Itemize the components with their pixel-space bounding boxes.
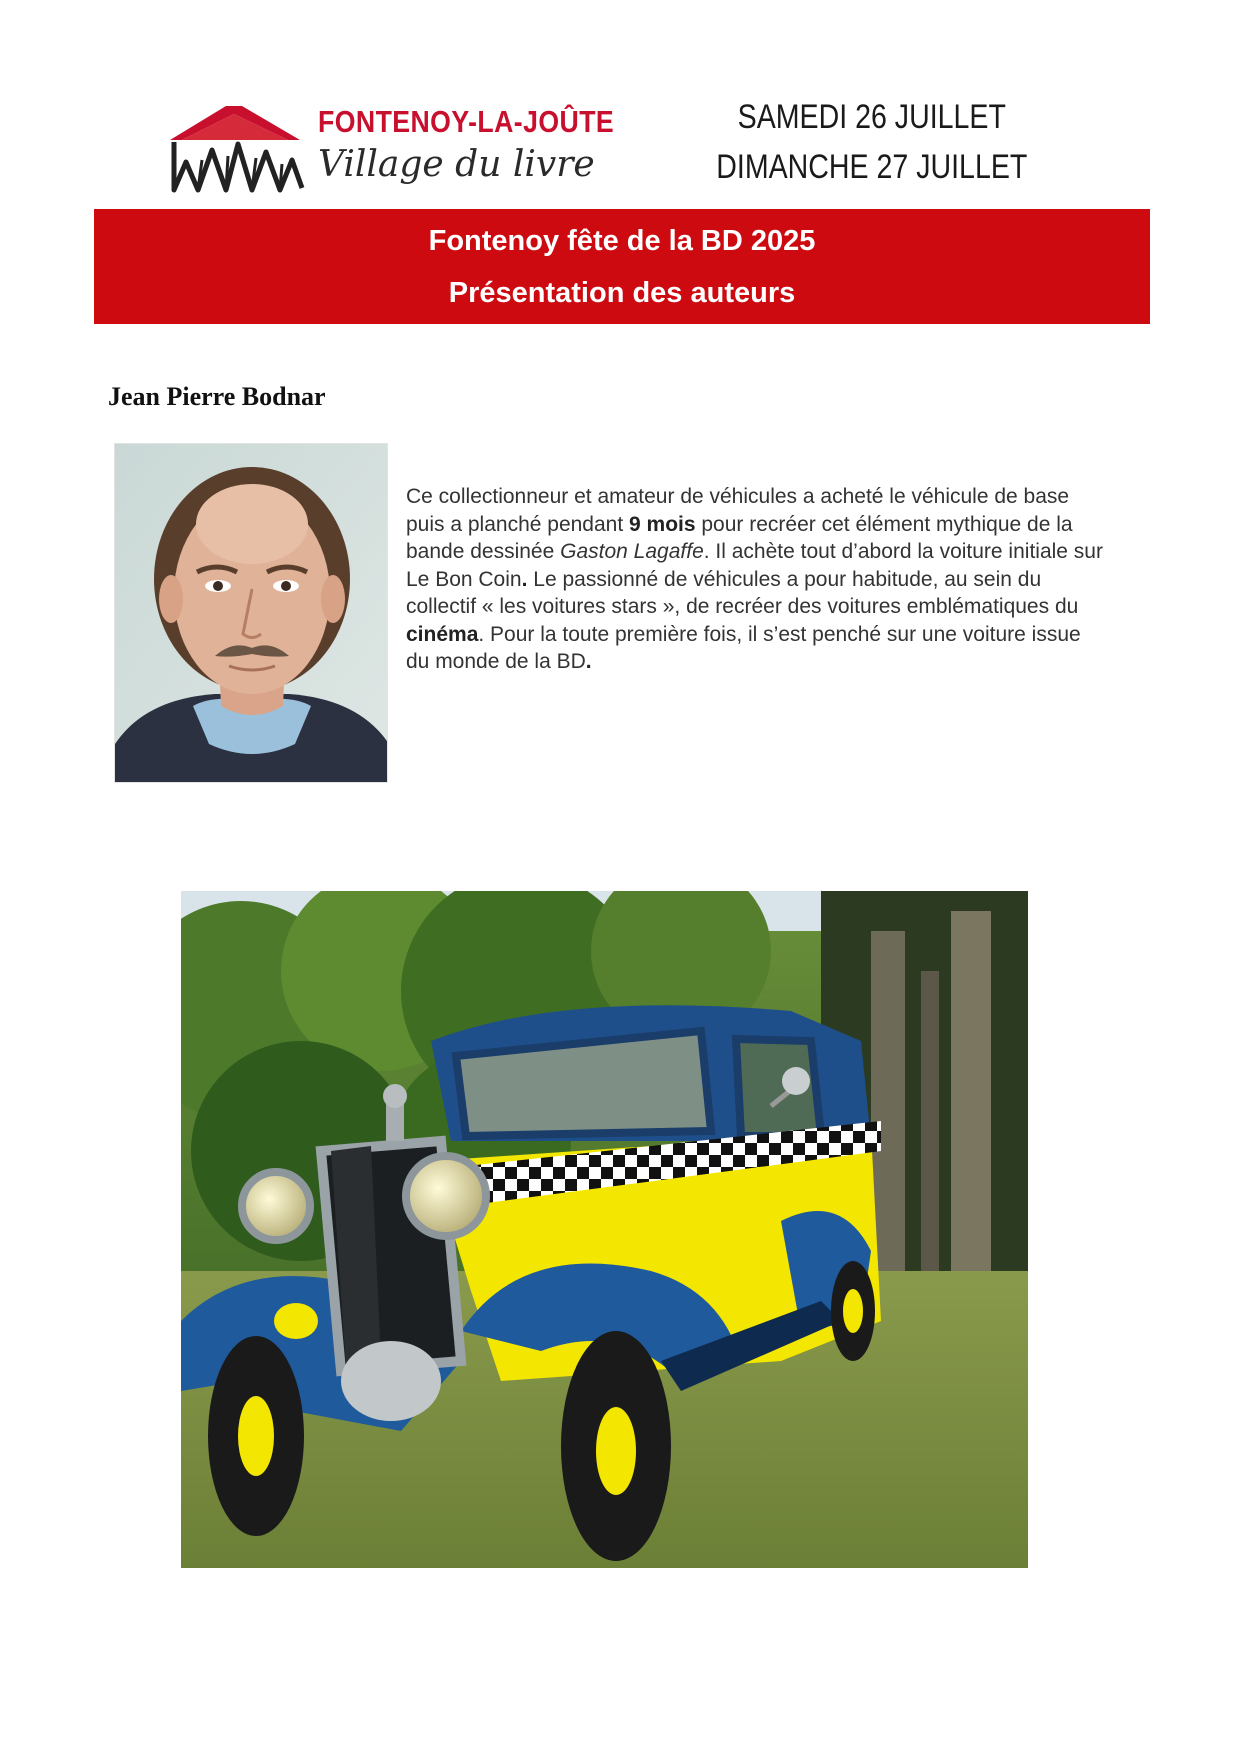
logo-subtitle: Village du livre (318, 144, 595, 185)
bio-segment: pour recréer cet élément mythique de la bande dessinée (406, 512, 1073, 563)
bio-segment: Ce collectionneur et amateur de véhicules a acheté le véhicule de base puis a planché pendant (406, 485, 1070, 536)
bio-segment: . Il achète tout d’abord la voiture initiale sur Le Bon Coin (406, 540, 1103, 591)
bio-segment: Le passionné de véhicules a pour habitude, au sein du collectif « les voitures stars », de recréer des voitures emblématiques du (406, 567, 1079, 618)
bio-segment: . Pour la toute première fois, il s’est penché sur une voiture issue du monde de la BD (406, 622, 1081, 673)
event-dates (716, 92, 1027, 192)
bio-segment: Gaston Lagaffe (560, 540, 704, 563)
date-line-saturday: SAMEDI 26 JUILLET (737, 98, 1006, 136)
author-bio (406, 483, 1106, 676)
title-banner (94, 209, 1150, 324)
author-portrait (114, 443, 388, 783)
village-du-livre-logo (168, 100, 615, 196)
bio-segment: . (585, 650, 592, 673)
date-line-sunday: DIMANCHE 27 JUILLET (715, 148, 1027, 186)
bio-segment: 9 mois (629, 512, 696, 536)
house-book-icon (168, 100, 308, 196)
author-name: Jean Pierre Bodnar (108, 382, 326, 411)
taxi-car-photo (181, 891, 1028, 1568)
logo-title: FONTENOY-LA-JOÛTE (318, 104, 615, 139)
bio-segment: . (521, 567, 528, 591)
bio-segment: cinéma (406, 622, 479, 646)
banner-title: Fontenoy fête de la BD 2025 (428, 225, 816, 257)
banner-subtitle: Présentation des auteurs (448, 277, 796, 309)
